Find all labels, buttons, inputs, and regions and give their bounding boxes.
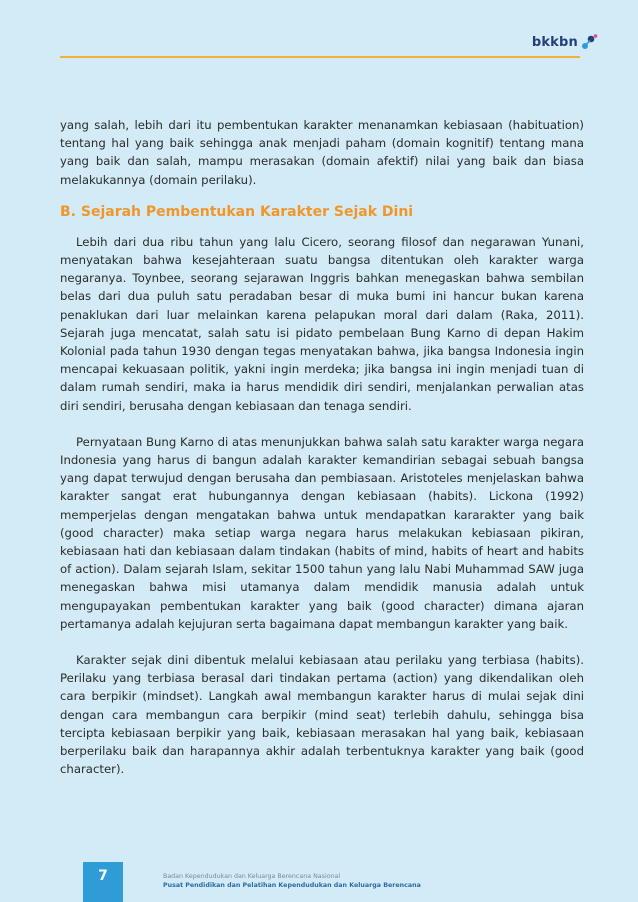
body-paragraph-1: Lebih dari dua ribu tahun yang lalu Cicero, seorang filosof dan negarawan Yunani, menyatakan bahwa kesejahteraan suatu bangsa ditentukan oleh karakter warga negaranya. Toynbee, seorang sejarawan Inggris bahkan menegaskan bahwa sembilan belas dari dua puluh satu peradaban besar di muka bumi ini hancur bukan karena penaklukan dari luar melainkan karena pelapukan moral dari dalam (Raka, 2011). Sejarah juga mencatat, salah satu isi pidato pembelaan Bung Karno di depan Hakim Kolonial pada tahun 1930 dengan tegas menyatakan bahwa, jika bangsa Indonesia ingin mencapai kekuasaan politik, yakni ingin merdeka; jika bangsa ini ingin menjadi tuan di dalam rumah sendiri, maka ia harus mendidik diri sendiri, menjalankan perwalian atas diri sendiri, berusaha dengan kebiasaan dan tenaga sendiri.	[60, 234, 584, 413]
logo-text: bkkbn	[531, 34, 578, 50]
header-divider	[60, 56, 580, 58]
body-paragraph-3: Karakter sejak dini dibentuk melalui kebiasaan atau perilaku yang terbiasa (habits). Perilaku yang terbiasa berasal dari tindakan pertama (action) yang dikendalikan oleh cara berpikir (mindset). Langkah awal membangun karakter harus di mulai sejak dini dengan cara membangun cara berpikir (mind seat) terlebih dahulu, sehingga bisa tercipta kebiasaan berpikir yang baik, kebiasaan merasakan hal yang baik, kebiasaan berperilaku baik dan harapannya akhir adalah terbentuknya karakter yang baik (good character).	[60, 653, 584, 777]
page-number-badge	[83, 862, 123, 902]
page-number: 7	[98, 868, 108, 884]
bkkbn-logo-icon	[580, 33, 598, 51]
intro-paragraph: yang salah, lebih dari itu pembentukan karakter menanamkan kebiasaan (habituation) tentang hal yang baik sehingga anak menjadi paham (domain kognitif) tentang mana yang baik dan salah, mampu merasakan (domain afektif) nilai yang baik dan biasa melakukannya (domain perilaku).	[60, 118, 584, 187]
footer-center: Pusat Pendidikan dan Pelatihan Kependudukan dan Keluarga Berencana	[163, 882, 421, 889]
footer-institution: Badan Kependudukan dan Keluarga Berencana Nasional	[163, 873, 341, 880]
body-paragraph-2: Pernyataan Bung Karno di atas menunjukkan bahwa salah satu karakter warga negara Indonesia yang harus di bangun adalah karakter kemandirian sebagai sebuah bangsa yang dapat terwujud dengan berusaha dan pembiasaan. Aristoteles menjelaskan bahwa karakter sangat erat hubungannya dengan kebiasaan (habits). Lickona (1992) memperjelas dengan mengatakan bahwa untuk mendapatkan kararakter yang baik (good character) maka setiap warga negara harus melakukan kebiasaan pikiran, kebiasaan hati dan kebiasaan dalam tindakan (habits of mind, habits of heart and habits of action). Dalam sejarah Islam, sekitar 1500 tahun yang lalu Nabi Muhammad SAW juga menegaskan bahwa misi utamanya dalam mendidik manusia adalah untuk mengupayakan pembentukan karakter yang baik (good character) dimana ajaran pertamanya adalah kejujuran serta bagaimana dapat membangun karakter yang baik.	[60, 434, 584, 631]
page-body	[60, 116, 584, 779]
footer	[163, 872, 421, 890]
bkkbn-logo	[532, 33, 598, 51]
section-heading: B. Sejarah Pembentukan Karakter Sejak Dini	[60, 203, 414, 220]
